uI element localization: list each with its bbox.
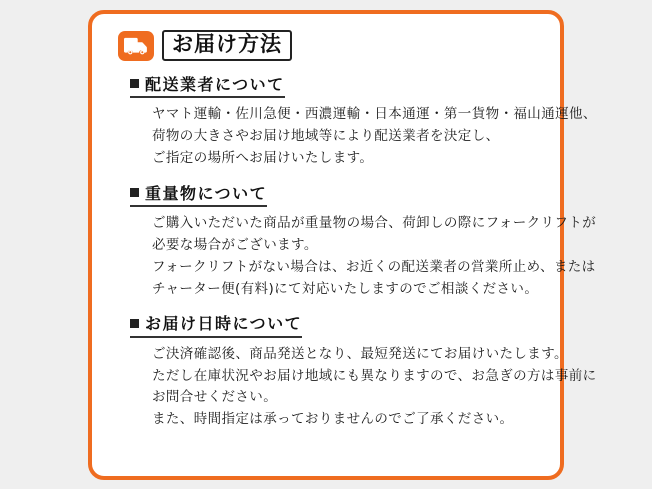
body-line: ご指定の場所へお届けいたします。 (152, 150, 374, 166)
section-body (152, 213, 597, 300)
section-title: 配送業者について (145, 75, 285, 95)
section-heading (130, 75, 285, 98)
square-bullet-icon (130, 319, 139, 328)
body-line: フォークリフトがない場合は、お近くの配送業者の営業所止め、または (152, 258, 596, 275)
body-line: ご購入いただいた商品が重量物の場合、荷卸しの際にフォークリフトが (152, 215, 597, 232)
body-line: 必要な場合がございます。 (152, 236, 318, 253)
card-title-row (118, 30, 540, 61)
section-body (152, 104, 597, 170)
body-line: お問合せください。 (152, 389, 278, 406)
card-content (92, 14, 597, 476)
section-heading (130, 184, 267, 207)
section-heading (130, 314, 302, 337)
square-bullet-icon (130, 79, 139, 88)
section-heavy-items (112, 183, 597, 301)
section-carriers (112, 75, 597, 170)
square-bullet-icon (130, 188, 139, 197)
section-body (152, 344, 597, 431)
section-title: お届け日時について (145, 314, 303, 334)
delivery-truck-icon (118, 31, 154, 61)
body-line: ただし在庫状況やお届け地域にも異なりますので、お急ぎの方は事前に (152, 367, 597, 384)
body-line: ヤマト運輸・佐川急便・西濃運輸・日本通運・第一貨物・福山通運他、 (152, 106, 597, 123)
body-line: チャーター便(有料)にて対応いたしますのでご相談ください。 (152, 280, 539, 297)
body-line: また、時間指定は承っておりませんのでご了承ください。 (152, 411, 514, 428)
body-line: ご決済確認後、商品発送となり、最短発送にてお届けいたします。 (152, 345, 568, 362)
section-delivery-date (112, 314, 597, 431)
body-line: 荷物の大きさやお届け地域等により配送業者を決定し、 (152, 128, 500, 145)
page-title: お届け方法 (162, 30, 292, 61)
delivery-info-card (88, 10, 597, 480)
section-title: 重量物について (145, 183, 268, 203)
